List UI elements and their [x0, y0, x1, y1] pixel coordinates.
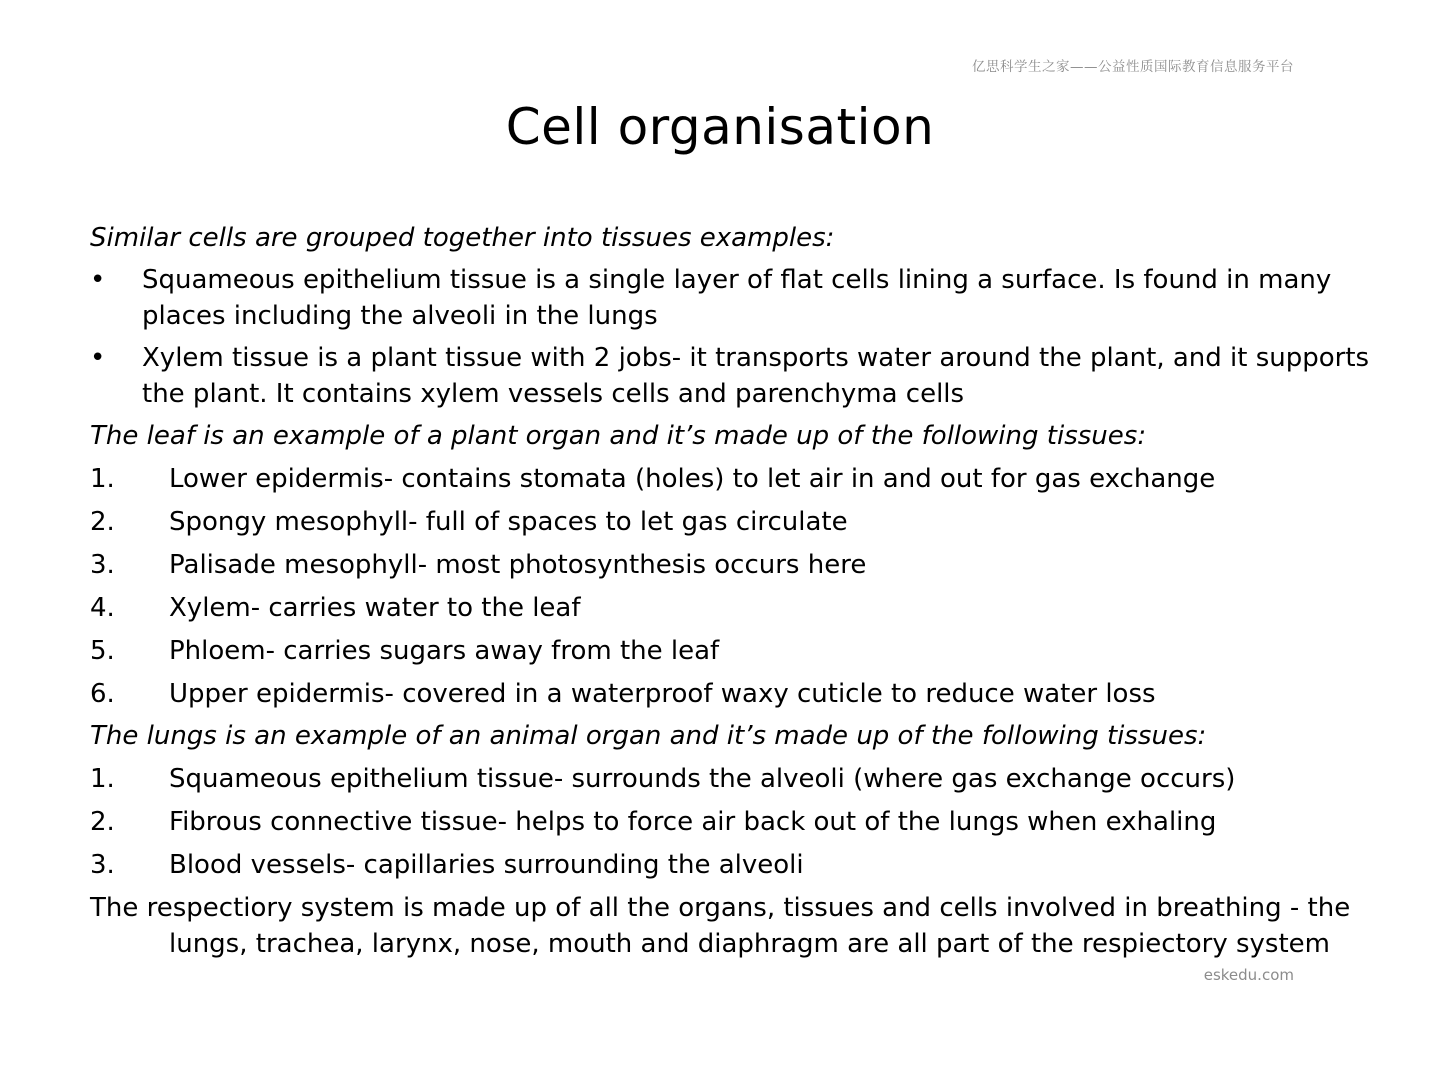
bullet-text: Xylem tissue is a plant tissue with 2 jobs- it transports water around the plant, and it supports the plant. It contains xylem vessels cells and parenchyma cells — [142, 343, 1370, 409]
tissues-intro: Similar cells are grouped together into tissues examples: — [90, 223, 835, 253]
leaf-list-item — [90, 676, 1390, 712]
bullet-marker: • — [90, 265, 106, 295]
leaf-list-item — [90, 633, 1390, 669]
lung-list-item — [90, 761, 1390, 797]
list-number: 2. — [90, 807, 115, 837]
list-text: Palisade mesophyll- most photosynthesis occurs here — [169, 550, 867, 580]
list-text: Blood vessels- capillaries surrounding the alveoli — [169, 850, 804, 880]
leaf-list-item — [90, 461, 1390, 497]
leaf-list-item — [90, 504, 1390, 540]
list-text: Upper epidermis- covered in a waterproof waxy cuticle to reduce water loss — [169, 679, 1156, 709]
lung-list-item — [90, 804, 1390, 840]
lungs-intro: The lungs is an example of an animal organ and it’s made up of the following tissues: — [90, 721, 1207, 751]
list-text: Squameous epithelium tissue- surrounds the alveoli (where gas exchange occurs) — [169, 764, 1236, 794]
bullet-item — [90, 340, 1390, 412]
page-title: Cell organisation — [505, 98, 935, 156]
list-text: Lower epidermis- contains stomata (holes) to let air in and out for gas exchange — [169, 464, 1216, 494]
list-number: 1. — [90, 464, 115, 494]
lung-list-item — [90, 847, 1390, 883]
list-text: Fibrous connective tissue- helps to force air back out of the lungs when exhaling — [169, 807, 1217, 837]
list-number: 3. — [90, 850, 115, 880]
footer-site: eskedu.com — [1203, 966, 1294, 984]
list-number: 3. — [90, 550, 115, 580]
leaf-intro: The leaf is an example of a plant organ and it’s made up of the following tissues: — [90, 421, 1147, 451]
bullet-item — [90, 262, 1390, 334]
list-number: 4. — [90, 593, 115, 623]
bullet-text: Squameous epithelium tissue is a single layer of flat cells lining a surface. Is found in many places including the alveoli in the lungs — [142, 265, 1332, 331]
leaf-list-item — [90, 547, 1390, 583]
list-text: Phloem- carries sugars away from the leaf — [169, 636, 720, 666]
respiratory-system-paragraph: The respectiory system is made up of all the organs, tissues and cells involved in breathing - the lungs, trachea, larynx, nose, mouth and diaphragm are all part of the respiectory system — [90, 893, 1351, 959]
list-text: Spongy mesophyll- full of spaces to let gas circulate — [169, 507, 848, 537]
list-number: 2. — [90, 507, 115, 537]
list-number: 1. — [90, 764, 115, 794]
bullet-marker: • — [90, 343, 106, 373]
leaf-list-item — [90, 590, 1390, 626]
list-number: 6. — [90, 679, 115, 709]
list-text: Xylem- carries water to the leaf — [169, 593, 581, 623]
list-number: 5. — [90, 636, 115, 666]
slide-body — [90, 220, 1390, 962]
header-watermark: 亿思科学生之家——公益性质国际教育信息服务平台 — [972, 59, 1294, 75]
